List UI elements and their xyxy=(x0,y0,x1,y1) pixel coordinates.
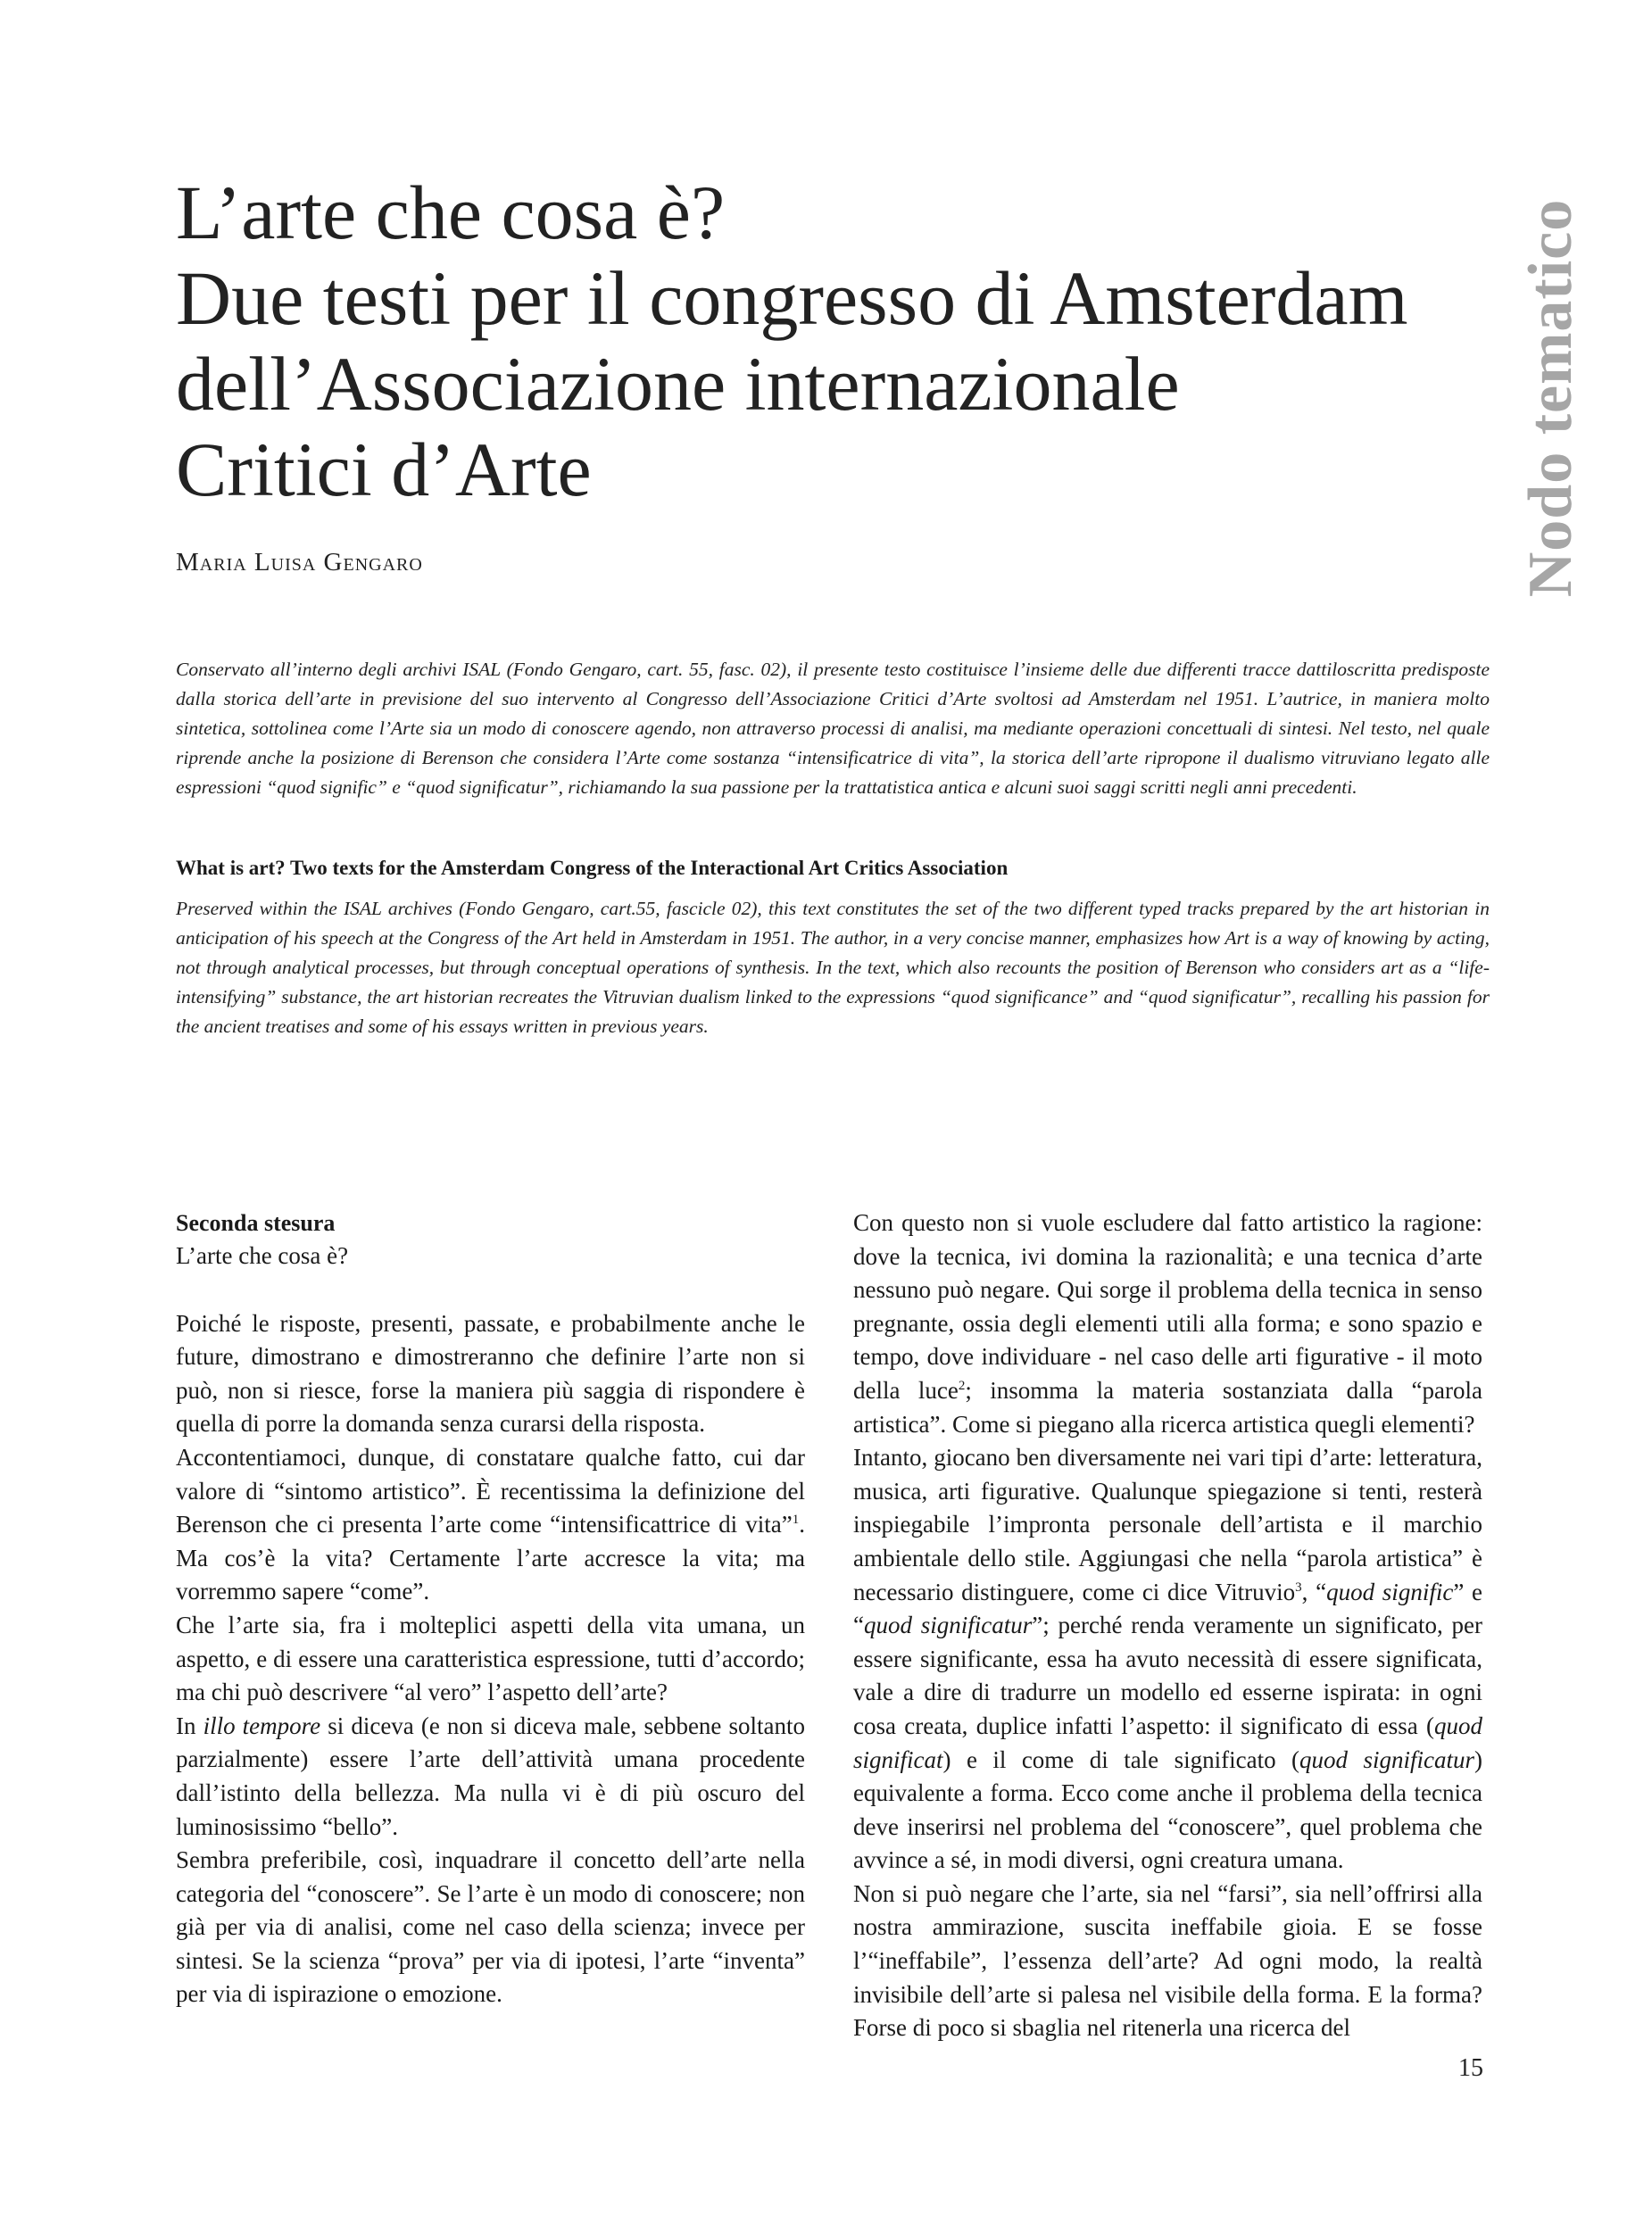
author-name: Maria Luisa Gengaro xyxy=(176,548,423,576)
title-line: Due testi per il congresso di Amsterdam xyxy=(176,255,1408,341)
italic-text: quod significat xyxy=(853,1712,1482,1773)
paragraph xyxy=(853,1441,1482,1878)
section-side-label xyxy=(1515,198,1587,598)
paragraph-text: si diceva (e non si diceva male, sebbene soltanto parzialmente) essere l’arte dell’attività umana procedente dall’istinto della bellezza. Ma nulla vi è di più oscuro del luminosissimo “bello”. xyxy=(176,1712,805,1840)
italic-text: quod significatur xyxy=(1299,1745,1474,1773)
paragraph-text: ”; perché renda veramente un significato, per essere significante, essa ha avuto necessità di essere significata, vale a dire di tradurre un modello ed esserne ispirata: in ogni cosa creata, duplice infatti l’aspetto: il significato di essa ( xyxy=(853,1612,1482,1739)
paragraph xyxy=(176,1710,805,1844)
section-heading: Seconda stesura xyxy=(176,1210,336,1236)
footnote-ref[interactable]: 3 xyxy=(1295,1580,1302,1595)
title-line: Critici d’Arte xyxy=(176,427,592,512)
paragraph: Non si può negare che l’arte, sia nel “farsi”, sia nell’offrirsi alla nostra ammirazione, suscita ineffabile gioia. E se fosse l’“ineffabile”, l’essenza dell’arte? Ad ogni modo, la realtà invisibile dell’arte si palesa nel visibile della forma. E la forma? Forse di poco si sbaglia nel ritenerla una ricerca del xyxy=(853,1879,1482,2042)
paragraph-text: ; insomma la materia sostanziata dalla “parola artistica”. Come si piegano alla ricerca artistica quegli elementi? xyxy=(853,1376,1482,1438)
title-line: L’arte che cosa è? xyxy=(176,170,726,255)
paragraph-text: ) e il come di tale significato ( xyxy=(942,1745,1300,1773)
paragraph: Poiché le risposte, presenti, passate, e probabilmente anche le future, dimostrano e dimostreranno che definire l’arte non si può, non si riesce, forse la maniera più saggia di rispondere è quella di porre la domanda senza curarsi della risposta. xyxy=(176,1309,805,1438)
paragraph-text: ” e “ xyxy=(853,1578,1483,1639)
title-line: dell’Associazione internazionale xyxy=(176,341,1180,427)
footnote-ref[interactable]: 2 xyxy=(958,1378,966,1393)
paragraph: Che l’arte sia, fra i molteplici aspetti della vita umana, un aspetto, e di essere una caratteristica espressione, tutti d’accordo; ma chi può descrivere “al vero” l’aspetto dell’arte? xyxy=(176,1611,805,1706)
paragraph xyxy=(853,1207,1482,1441)
italic-text: quod significatur xyxy=(863,1612,1033,1639)
italic-text: quod signific xyxy=(1326,1578,1454,1605)
paragraph xyxy=(176,1441,805,1609)
abstract-english-title: What is art? Two texts for the Amsterdam Congress of the Interactional Art Critics Association xyxy=(176,857,1009,879)
body-column-left xyxy=(176,1207,805,2011)
section-subheading: L’arte che cosa è? xyxy=(176,1242,349,1269)
page-number: 15 xyxy=(1458,2054,1483,2082)
body-column-right xyxy=(853,1207,1482,2045)
paragraph-text: , “ xyxy=(1301,1578,1327,1605)
paragraph-text: Intanto, giocano ben diversamente nei vari tipi d’arte: letteratura, musica, arti figurative. Qualunque spiegazione si tenti, resterà inspiegabile l’impronta personale dell’artista e il marchio ambientale dello stile. Aggiungasi che nella “parola artistica” è necessario distinguere, come ci dice Vitruvio xyxy=(853,1444,1482,1605)
abstract-italian: Conservato all’interno degli archivi ISAL (Fondo Gengaro, cart. 55, fasc. 02), il presente testo costituisce l’insieme delle due differenti tracce dattiloscritta predisposte dalla storica dell’arte in previsione del suo intervento al Congresso dell’Associazione Critici d’Arte svoltosi ad Amsterdam nel 1951. L’autrice, in maniera molto sintetica, sottolinea come l’Arte sia un modo di conoscere agendo, non attraverso processi di analisi, ma mediante operazioni concettuali di sintesi. Nel testo, nel quale riprende anche la posizione di Berenson che considera l’Arte come sostanza “intensificatrice di vita”, la storica dell’arte ripropone il dualismo vitruviano legato alle espressioni “quod signific” e “quod significatur”, richiamando la sua passione per la trattatistica antica e alcuni suoi saggi scritti negli anni precedenti. xyxy=(176,659,1490,798)
section-side-label-text: Nodo tematico xyxy=(1516,198,1585,598)
footnote-ref[interactable]: 1 xyxy=(792,1513,800,1528)
paragraph-text: In xyxy=(176,1712,203,1739)
paragraph-text: Accontentiamoci, dunque, di constatare qualche fatto, cui dar valore di “sintomo artistico”. È recentissima la definizione del Berenson che ci presenta l’arte come “intensificattrice di vita” xyxy=(176,1443,805,1538)
abstract-english: Preserved within the ISAL archives (Fondo Gengaro, cart.55, fascicle 02), this text constitutes the set of the two different typed tracks prepared by the art historian in anticipation of his speech at the Congress of the Art held in Amsterdam in 1951. The author, in a very concise manner, emphasizes how Art is a way of knowing by acting, not through analytical processes, but through conceptual operations of synthesis. In the text, which also recounts the position of Berenson who considers art as a “life-intensifying” substance, the art historian recreates the Vitruvian dualism linked to the expressions “quod significance” and “quod significatur”, recalling his passion for the ancient treatises and some of his essays written in previous years. xyxy=(176,898,1490,1037)
italic-text: illo tempore xyxy=(203,1712,321,1739)
paragraph-text: . Ma cos’è la vita? Certamente l’arte accresce la vita; ma vorremmo sapere “come”. xyxy=(176,1511,805,1605)
paragraph-text: ) equivalente a forma. Ecco come anche il problema della tecnica deve inserirsi nel problema del “conoscere”, quel problema che avvince a sé, in modi diversi, ogni creatura umana. xyxy=(853,1745,1482,1874)
paragraph-text: Con questo non si vuole escludere dal fatto artistico la ragione: dove la tecnica, ivi domina la razionalità; e una tecnica d’arte nessuno può negare. Qui sorge il problema della tecnica in senso pregnante, ossia degli elementi utili alla forma; e sono spazio e tempo, dove individuare - nel caso delle arti figurative - il moto della luce xyxy=(853,1209,1482,1404)
paragraph: Sembra preferibile, così, inquadrare il concetto dell’arte nella categoria del “conoscere”. Se l’arte è un modo di conoscere; non già per via di analisi, come nel caso della scienza; invece per sintesi. Se la scienza “prova” per via di ipotesi, l’arte “inventa” per via di ispirazione o emozione. xyxy=(176,1846,805,2008)
article-title xyxy=(176,170,1497,512)
